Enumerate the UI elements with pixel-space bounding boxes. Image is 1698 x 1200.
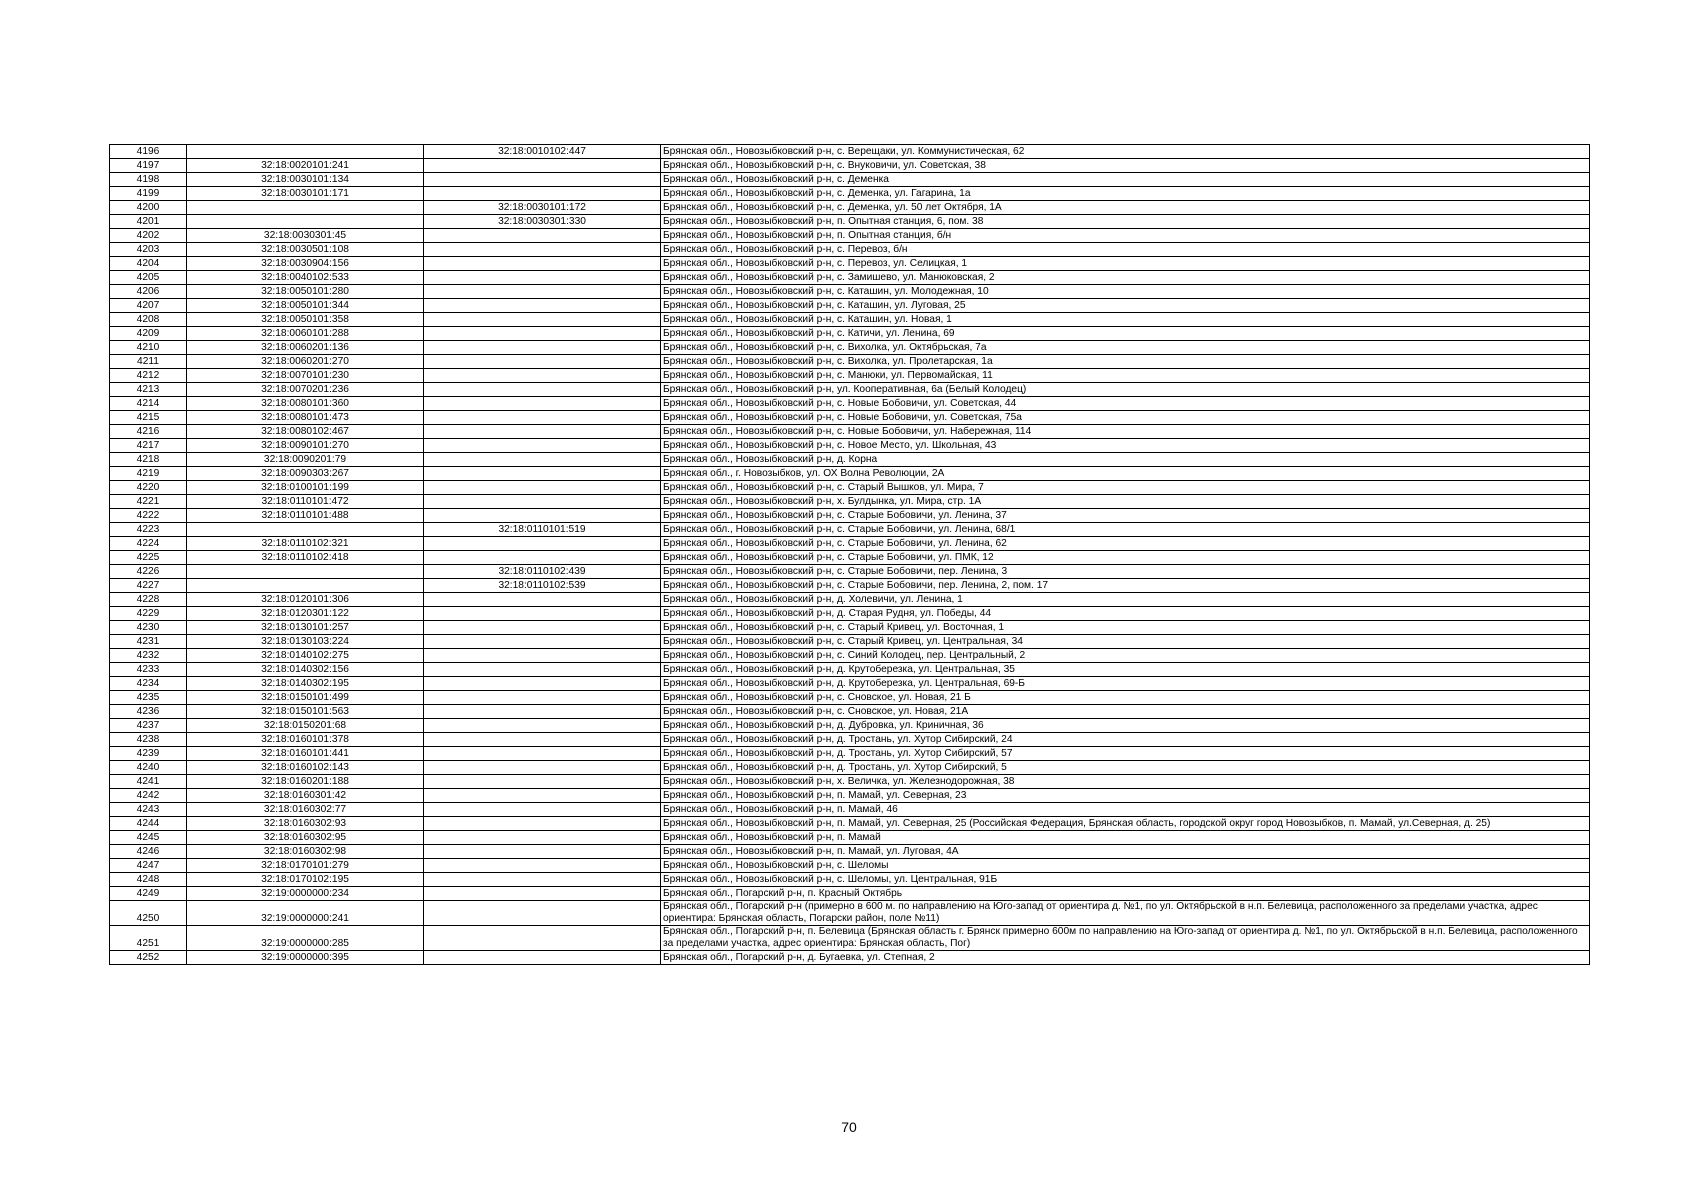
table-row (110, 951, 1590, 965)
row-number-cell: 4214 (110, 397, 187, 411)
cadastral-number-alt-cell (424, 285, 661, 299)
row-number-cell: 4228 (110, 593, 187, 607)
row-number-cell: 4235 (110, 691, 187, 705)
table-row (110, 397, 1590, 411)
cadastral-number-alt-cell (424, 271, 661, 285)
row-number-cell: 4208 (110, 313, 187, 327)
table-row (110, 467, 1590, 481)
cadastral-number-cell: 32:18:0020101:241 (187, 159, 424, 173)
address-cell: Брянская обл., Новозыбковский р-н, д. Холевичи, ул. Ленина, 1 (661, 593, 1590, 607)
address-cell: Брянская обл., Новозыбковский р-н, с. Новые Бобовичи, ул. Набережная, 114 (661, 425, 1590, 439)
row-number-cell: 4202 (110, 229, 187, 243)
cadastral-number-alt-cell (424, 411, 661, 425)
row-number-cell: 4230 (110, 621, 187, 635)
cadastral-number-cell: 32:18:0160301:42 (187, 789, 424, 803)
table-row (110, 425, 1590, 439)
row-number-cell: 4197 (110, 159, 187, 173)
table-row (110, 887, 1590, 901)
cadastral-number-alt-cell (424, 607, 661, 621)
row-number-cell: 4242 (110, 789, 187, 803)
cadastral-number-cell: 32:18:0030101:134 (187, 173, 424, 187)
cadastral-number-cell: 32:18:0150101:563 (187, 705, 424, 719)
cadastral-number-cell: 32:18:0110102:418 (187, 551, 424, 565)
cadastral-number-cell: 32:18:0110102:321 (187, 537, 424, 551)
table-row (110, 509, 1590, 523)
row-number-cell: 4205 (110, 271, 187, 285)
table-row (110, 383, 1590, 397)
cadastral-number-alt-cell (424, 649, 661, 663)
address-cell: Брянская обл., Новозыбковский р-н, с. Сновское, ул. Новая, 21 Б (661, 691, 1590, 705)
address-cell: Брянская обл., Новозыбковский р-н, п. Опытная станция, б/н (661, 229, 1590, 243)
cadastral-number-cell: 32:19:0000000:285 (187, 926, 424, 951)
cadastral-number-alt-cell (424, 593, 661, 607)
cadastral-number-alt-cell (424, 537, 661, 551)
address-cell: Брянская обл., Новозыбковский р-н, п. Мамай, ул. Северная, 25 (Российская Федерация, Брянская область, городской округ город Новозыбков, п. Мамай, ул.Северная, д. 25) (661, 817, 1590, 831)
row-number-cell: 4243 (110, 803, 187, 817)
address-cell: Брянская обл., Новозыбковский р-н, с. Старые Бобовичи, ул. ПМК, 12 (661, 551, 1590, 565)
cadastral-number-cell: 32:19:0000000:241 (187, 901, 424, 926)
cadastral-number-cell (187, 145, 424, 159)
address-cell: Брянская обл., Новозыбковский р-н, с. Манюки, ул. Первомайская, 11 (661, 369, 1590, 383)
row-number-cell: 4232 (110, 649, 187, 663)
address-cell: Брянская обл., Новозыбковский р-н, с. Новое Место, ул. Школьная, 43 (661, 439, 1590, 453)
row-number-cell: 4216 (110, 425, 187, 439)
cadastral-number-alt-cell (424, 551, 661, 565)
address-cell: Брянская обл., Новозыбковский р-н, с. Вихолка, ул. Пролетарская, 1а (661, 355, 1590, 369)
table-row (110, 481, 1590, 495)
table-row (110, 691, 1590, 705)
address-cell: Брянская обл., Новозыбковский р-н, с. Старые Бобовичи, пер. Ленина, 2, пом. 17 (661, 579, 1590, 593)
cadastral-number-cell: 32:18:0140302:156 (187, 663, 424, 677)
cadastral-number-alt-cell (424, 299, 661, 313)
cadastral-number-cell: 32:18:0160302:77 (187, 803, 424, 817)
table-row (110, 173, 1590, 187)
cadastral-number-cell: 32:18:0150101:499 (187, 691, 424, 705)
row-number-cell: 4209 (110, 327, 187, 341)
cadastral-number-cell: 32:18:0120301:122 (187, 607, 424, 621)
address-cell: Брянская обл., Погарский р-н, п. Красный Октябрь (661, 887, 1590, 901)
row-number-cell: 4244 (110, 817, 187, 831)
address-cell: Брянская обл., Новозыбковский р-н, с. Старый Вышков, ул. Мира, 7 (661, 481, 1590, 495)
address-cell: Брянская обл., Новозыбковский р-н, х. Булдынка, ул. Мира, стр. 1А (661, 495, 1590, 509)
cadastral-number-alt-cell (424, 341, 661, 355)
row-number-cell: 4220 (110, 481, 187, 495)
table-row (110, 411, 1590, 425)
property-registry-table (109, 144, 1590, 965)
cadastral-number-cell: 32:18:0130103:224 (187, 635, 424, 649)
table-row (110, 285, 1590, 299)
address-cell: Брянская обл., Новозыбковский р-н, с. Шеломы (661, 859, 1590, 873)
address-cell: Брянская обл., Новозыбковский р-н, с. Вихолка, ул. Октябрьская, 7а (661, 341, 1590, 355)
cadastral-number-alt-cell (424, 691, 661, 705)
row-number-cell: 4203 (110, 243, 187, 257)
table-row (110, 761, 1590, 775)
address-cell: Брянская обл., Новозыбковский р-н, п. Мамай, ул. Северная, 23 (661, 789, 1590, 803)
address-cell: Брянская обл., Новозыбковский р-н, д. Крутоберезка, ул. Центральная, 35 (661, 663, 1590, 677)
table-row (110, 341, 1590, 355)
cadastral-number-cell: 32:18:0060101:288 (187, 327, 424, 341)
table-row (110, 313, 1590, 327)
cadastral-number-cell: 32:18:0070201:236 (187, 383, 424, 397)
table-row (110, 775, 1590, 789)
cadastral-number-cell: 32:18:0070101:230 (187, 369, 424, 383)
table-row (110, 327, 1590, 341)
cadastral-number-alt-cell (424, 173, 661, 187)
cadastral-number-alt-cell (424, 369, 661, 383)
address-cell: Брянская обл., Новозыбковский р-н, с. Старые Бобовичи, пер. Ленина, 3 (661, 565, 1590, 579)
table-row (110, 817, 1590, 831)
cadastral-number-alt-cell (424, 677, 661, 691)
table-row (110, 299, 1590, 313)
table-row (110, 733, 1590, 747)
cadastral-number-alt-cell (424, 621, 661, 635)
cadastral-number-cell: 32:18:0030501:108 (187, 243, 424, 257)
cadastral-number-alt-cell (424, 775, 661, 789)
registry-body (110, 145, 1590, 965)
cadastral-number-cell: 32:18:0160302:95 (187, 831, 424, 845)
cadastral-number-alt-cell (424, 845, 661, 859)
address-cell: Брянская обл., Новозыбковский р-н, с. Новые Бобовичи, ул. Советская, 44 (661, 397, 1590, 411)
table-row (110, 677, 1590, 691)
cadastral-number-alt-cell (424, 159, 661, 173)
table-row (110, 803, 1590, 817)
cadastral-number-cell: 32:18:0160201:188 (187, 775, 424, 789)
cadastral-number-alt-cell (424, 719, 661, 733)
row-number-cell: 4250 (110, 901, 187, 926)
cadastral-number-cell: 32:18:0080101:360 (187, 397, 424, 411)
address-cell: Брянская обл., Новозыбковский р-н, с. Деменка, ул. Гагарина, 1а (661, 187, 1590, 201)
row-number-cell: 4251 (110, 926, 187, 951)
table-row (110, 719, 1590, 733)
row-number-cell: 4217 (110, 439, 187, 453)
table-row (110, 523, 1590, 537)
cadastral-number-cell: 32:18:0050101:344 (187, 299, 424, 313)
page-number: 70 (841, 1119, 857, 1135)
table-row (110, 859, 1590, 873)
cadastral-number-cell: 32:18:0090303:267 (187, 467, 424, 481)
cadastral-number-cell (187, 579, 424, 593)
cadastral-number-cell: 32:18:0100101:199 (187, 481, 424, 495)
cadastral-number-cell: 32:18:0050101:280 (187, 285, 424, 299)
table-row (110, 593, 1590, 607)
address-cell: Брянская обл., Погарский р-н (примерно в 600 м. по направлению на Юго-запад от ориентира д. №1, по ул. Октябрьской в н.п. Белевица, расположенного за пределами участка, адрес ориентира: Брянская область, Погарски район, поле №11) (661, 901, 1590, 926)
address-cell: Брянская обл., Новозыбковский р-н, с. Внуковичи, ул. Советская, 38 (661, 159, 1590, 173)
cadastral-number-cell: 32:18:0030904:156 (187, 257, 424, 271)
address-cell: Брянская обл., Новозыбковский р-н, с. Шеломы, ул. Центральная, 91Б (661, 873, 1590, 887)
row-number-cell: 4213 (110, 383, 187, 397)
row-number-cell: 4226 (110, 565, 187, 579)
cadastral-number-alt-cell (424, 481, 661, 495)
cadastral-number-alt-cell (424, 635, 661, 649)
row-number-cell: 4231 (110, 635, 187, 649)
address-cell: Брянская обл., Новозыбковский р-н, с. Деменка (661, 173, 1590, 187)
table-row (110, 579, 1590, 593)
row-number-cell: 4204 (110, 257, 187, 271)
row-number-cell: 4252 (110, 951, 187, 965)
row-number-cell: 4233 (110, 663, 187, 677)
address-cell: Брянская обл., Новозыбковский р-н, д. Тростань, ул. Хутор Сибирский, 5 (661, 761, 1590, 775)
cadastral-number-cell: 32:18:0160302:98 (187, 845, 424, 859)
table-row (110, 607, 1590, 621)
table-row (110, 663, 1590, 677)
table-row (110, 901, 1590, 926)
cadastral-number-alt-cell (424, 397, 661, 411)
cadastral-number-alt-cell (424, 229, 661, 243)
address-cell: Брянская обл., Новозыбковский р-н, с. Каташин, ул. Новая, 1 (661, 313, 1590, 327)
table-row (110, 369, 1590, 383)
cadastral-number-alt-cell (424, 257, 661, 271)
row-number-cell: 4199 (110, 187, 187, 201)
address-cell: Брянская обл., Новозыбковский р-н, с. Старые Бобовичи, ул. Ленина, 62 (661, 537, 1590, 551)
address-cell: Брянская обл., Новозыбковский р-н, с. Перевоз, ул. Селицкая, 1 (661, 257, 1590, 271)
address-cell: Брянская обл., Новозыбковский р-н, с. Новые Бобовичи, ул. Советская, 75а (661, 411, 1590, 425)
address-cell: Брянская обл., Новозыбковский р-н, с. Верещаки, ул. Коммунистическая, 62 (661, 145, 1590, 159)
cadastral-number-alt-cell (424, 817, 661, 831)
cadastral-number-cell: 32:18:0110101:472 (187, 495, 424, 509)
row-number-cell: 4215 (110, 411, 187, 425)
cadastral-number-alt-cell (424, 187, 661, 201)
address-cell: Брянская обл., Новозыбковский р-н, с. Перевоз, б/н (661, 243, 1590, 257)
cadastral-number-alt-cell (424, 663, 661, 677)
address-cell: Брянская обл., Новозыбковский р-н, п. Мамай, ул. Луговая, 4А (661, 845, 1590, 859)
cadastral-number-alt-cell (424, 747, 661, 761)
table-row (110, 159, 1590, 173)
address-cell: Брянская обл., Новозыбковский р-н, с. Каташин, ул. Молодежная, 10 (661, 285, 1590, 299)
address-cell: Брянская обл., Погарский р-н, д. Бугаевка, ул. Степная, 2 (661, 951, 1590, 965)
table-row (110, 649, 1590, 663)
cadastral-number-alt-cell: 32:18:0110102:539 (424, 579, 661, 593)
row-number-cell: 4221 (110, 495, 187, 509)
address-cell: Брянская обл., Новозыбковский р-н, с. Старые Бобовичи, ул. Ленина, 37 (661, 509, 1590, 523)
cadastral-number-cell: 32:18:0090201:79 (187, 453, 424, 467)
address-cell: Брянская обл., Новозыбковский р-н, п. Опытная станция, 6, пом. 38 (661, 215, 1590, 229)
cadastral-number-cell: 32:18:0170101:279 (187, 859, 424, 873)
cadastral-number-cell: 32:18:0140302:195 (187, 677, 424, 691)
row-number-cell: 4240 (110, 761, 187, 775)
table-row (110, 453, 1590, 467)
row-number-cell: 4211 (110, 355, 187, 369)
cadastral-number-cell: 32:18:0130101:257 (187, 621, 424, 635)
cadastral-number-cell: 32:18:0160302:93 (187, 817, 424, 831)
address-cell: Брянская обл., Новозыбковский р-н, с. Старый Кривец, ул. Восточная, 1 (661, 621, 1590, 635)
cadastral-number-alt-cell (424, 313, 661, 327)
cadastral-number-alt-cell (424, 509, 661, 523)
cadastral-number-cell: 32:18:0110101:488 (187, 509, 424, 523)
cadastral-number-alt-cell (424, 859, 661, 873)
table-row (110, 355, 1590, 369)
table-row (110, 229, 1590, 243)
cadastral-number-alt-cell (424, 873, 661, 887)
cadastral-number-alt-cell: 32:18:0010102:447 (424, 145, 661, 159)
table-row (110, 565, 1590, 579)
address-cell: Брянская обл., Новозыбковский р-н, д. Тростань, ул. Хутор Сибирский, 24 (661, 733, 1590, 747)
cadastral-number-alt-cell (424, 733, 661, 747)
cadastral-number-cell: 32:19:0000000:395 (187, 951, 424, 965)
cadastral-number-alt-cell (424, 425, 661, 439)
cadastral-number-alt-cell: 32:18:0110102:439 (424, 565, 661, 579)
row-number-cell: 4234 (110, 677, 187, 691)
cadastral-number-alt-cell: 32:18:0030101:172 (424, 201, 661, 215)
row-number-cell: 4222 (110, 509, 187, 523)
address-cell: Брянская обл., Новозыбковский р-н, ул. Кооперативная, 6а (Белый Колодец) (661, 383, 1590, 397)
table-row (110, 551, 1590, 565)
cadastral-number-alt-cell (424, 453, 661, 467)
address-cell: Брянская обл., Новозыбковский р-н, д. Крутоберезка, ул. Центральная, 69-Б (661, 677, 1590, 691)
row-number-cell: 4239 (110, 747, 187, 761)
table-row (110, 215, 1590, 229)
cadastral-number-cell: 32:18:0140102:275 (187, 649, 424, 663)
cadastral-number-cell: 32:18:0030301:45 (187, 229, 424, 243)
cadastral-number-cell: 32:18:0170102:195 (187, 873, 424, 887)
table-row (110, 243, 1590, 257)
address-cell: Брянская обл., Новозыбковский р-н, с. Старый Кривец, ул. Центральная, 34 (661, 635, 1590, 649)
row-number-cell: 4246 (110, 845, 187, 859)
row-number-cell: 4224 (110, 537, 187, 551)
address-cell: Брянская обл., Новозыбковский р-н, д. Корна (661, 453, 1590, 467)
cadastral-number-alt-cell (424, 243, 661, 257)
table-row (110, 831, 1590, 845)
row-number-cell: 4219 (110, 467, 187, 481)
cadastral-number-alt-cell (424, 467, 661, 481)
cadastral-number-cell: 32:18:0060201:136 (187, 341, 424, 355)
cadastral-number-alt-cell (424, 887, 661, 901)
cadastral-number-alt-cell (424, 495, 661, 509)
row-number-cell: 4223 (110, 523, 187, 537)
cadastral-number-cell (187, 215, 424, 229)
cadastral-number-alt-cell: 32:18:0110101:519 (424, 523, 661, 537)
cadastral-number-alt-cell (424, 439, 661, 453)
cadastral-number-cell: 32:18:0160101:378 (187, 733, 424, 747)
address-cell: Брянская обл., Погарский р-н, п. Белевица (Брянская область г. Брянск примерно 600м по направлению на Юго-запад от ориентира д. №1, по ул. Октябрьской в н.п. Белевица, расположенного за пределами участка, адрес ориентира: Брянская область, Пог) (661, 926, 1590, 951)
cadastral-number-cell (187, 565, 424, 579)
cadastral-number-cell: 32:18:0150201:68 (187, 719, 424, 733)
row-number-cell: 4227 (110, 579, 187, 593)
row-number-cell: 4237 (110, 719, 187, 733)
table-row (110, 635, 1590, 649)
address-cell: Брянская обл., Новозыбковский р-н, д. Дубровка, ул. Криничная, 36 (661, 719, 1590, 733)
address-cell: Брянская обл., Новозыбковский р-н, д. Тростань, ул. Хутор Сибирский, 57 (661, 747, 1590, 761)
table-row (110, 201, 1590, 215)
cadastral-number-alt-cell (424, 951, 661, 965)
row-number-cell: 4198 (110, 173, 187, 187)
table-row (110, 537, 1590, 551)
table-row (110, 187, 1590, 201)
cadastral-number-cell: 32:18:0090101:270 (187, 439, 424, 453)
address-cell: Брянская обл., Новозыбковский р-н, с. Сновское, ул. Новая, 21А (661, 705, 1590, 719)
cadastral-number-cell: 32:18:0160101:441 (187, 747, 424, 761)
table-row (110, 873, 1590, 887)
table-row (110, 926, 1590, 951)
cadastral-number-cell: 32:18:0160102:143 (187, 761, 424, 775)
address-cell: Брянская обл., г. Новозыбков, ул. ОХ Волна Революции, 2А (661, 467, 1590, 481)
cadastral-number-cell (187, 201, 424, 215)
address-cell: Брянская обл., Новозыбковский р-н, с. Деменка, ул. 50 лет Октября, 1А (661, 201, 1590, 215)
address-cell: Брянская обл., Новозыбковский р-н, с. Катичи, ул. Ленина, 69 (661, 327, 1590, 341)
row-number-cell: 4241 (110, 775, 187, 789)
row-number-cell: 4200 (110, 201, 187, 215)
cadastral-number-cell (187, 523, 424, 537)
row-number-cell: 4238 (110, 733, 187, 747)
table-row (110, 257, 1590, 271)
row-number-cell: 4201 (110, 215, 187, 229)
table-row (110, 747, 1590, 761)
row-number-cell: 4218 (110, 453, 187, 467)
row-number-cell: 4206 (110, 285, 187, 299)
address-cell: Брянская обл., Новозыбковский р-н, п. Мамай (661, 831, 1590, 845)
address-cell: Брянская обл., Новозыбковский р-н, х. Величка, ул. Железнодорожная, 38 (661, 775, 1590, 789)
row-number-cell: 4225 (110, 551, 187, 565)
cadastral-number-cell: 32:19:0000000:234 (187, 887, 424, 901)
cadastral-number-alt-cell (424, 383, 661, 397)
cadastral-number-cell: 32:18:0120101:306 (187, 593, 424, 607)
address-cell: Брянская обл., Новозыбковский р-н, п. Мамай, 46 (661, 803, 1590, 817)
cadastral-number-alt-cell (424, 901, 661, 926)
cadastral-number-cell: 32:18:0030101:171 (187, 187, 424, 201)
cadastral-number-alt-cell (424, 327, 661, 341)
cadastral-number-cell: 32:18:0050101:358 (187, 313, 424, 327)
address-cell: Брянская обл., Новозыбковский р-н, с. Замишево, ул. Манюковская, 2 (661, 271, 1590, 285)
row-number-cell: 4245 (110, 831, 187, 845)
row-number-cell: 4236 (110, 705, 187, 719)
table-row (110, 845, 1590, 859)
address-cell: Брянская обл., Новозыбковский р-н, с. Старые Бобовичи, ул. Ленина, 68/1 (661, 523, 1590, 537)
cadastral-number-alt-cell (424, 789, 661, 803)
row-number-cell: 4248 (110, 873, 187, 887)
cadastral-number-alt-cell (424, 761, 661, 775)
cadastral-number-alt-cell (424, 803, 661, 817)
row-number-cell: 4196 (110, 145, 187, 159)
table-row (110, 705, 1590, 719)
row-number-cell: 4229 (110, 607, 187, 621)
row-number-cell: 4212 (110, 369, 187, 383)
table-row (110, 271, 1590, 285)
table-row (110, 789, 1590, 803)
cadastral-number-alt-cell (424, 926, 661, 951)
cadastral-number-cell: 32:18:0040102:533 (187, 271, 424, 285)
row-number-cell: 4249 (110, 887, 187, 901)
cadastral-number-alt-cell (424, 831, 661, 845)
address-cell: Брянская обл., Новозыбковский р-н, с. Каташин, ул. Луговая, 25 (661, 299, 1590, 313)
table-row (110, 145, 1590, 159)
cadastral-number-alt-cell (424, 705, 661, 719)
cadastral-number-cell: 32:18:0080102:467 (187, 425, 424, 439)
address-cell: Брянская обл., Новозыбковский р-н, с. Синий Колодец, пер. Центральный, 2 (661, 649, 1590, 663)
table-row (110, 439, 1590, 453)
row-number-cell: 4247 (110, 859, 187, 873)
cadastral-number-alt-cell: 32:18:0030301:330 (424, 215, 661, 229)
table-row (110, 621, 1590, 635)
cadastral-number-cell: 32:18:0060201:270 (187, 355, 424, 369)
cadastral-number-cell: 32:18:0080101:473 (187, 411, 424, 425)
address-cell: Брянская обл., Новозыбковский р-н, д. Старая Рудня, ул. Победы, 44 (661, 607, 1590, 621)
cadastral-number-alt-cell (424, 355, 661, 369)
table-row (110, 495, 1590, 509)
row-number-cell: 4207 (110, 299, 187, 313)
row-number-cell: 4210 (110, 341, 187, 355)
